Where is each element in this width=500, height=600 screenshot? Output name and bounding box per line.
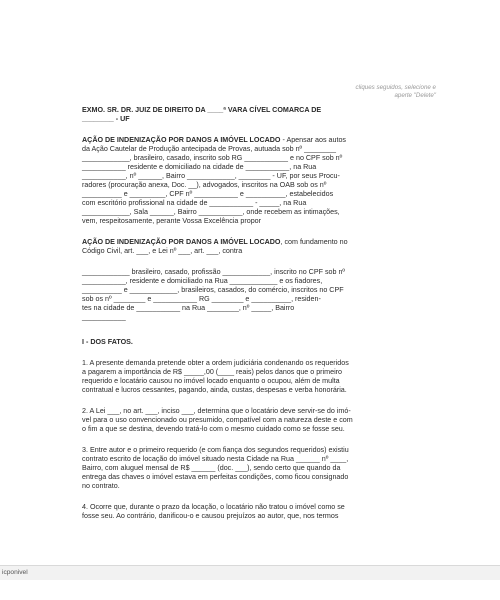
fact-2-line: o fim a que se destina, devendo tratá-lo com o mesmo cuidado como se fosse seu. [82, 425, 345, 433]
fact-1-line: 1. A presente demanda pretende obter a ordem judiciária condenando os requeridos [82, 359, 349, 367]
fact-3-line: contrato escrito de locação do imóvel situado nesta Cidade na Rua ______ nº ____, [82, 455, 349, 463]
action-title: AÇÃO DE INDENIZAÇÃO POR DANOS A IMÓVEL LOCADO [82, 238, 281, 246]
text-line: radores (procuração anexa, Doc. __), advogados, inscritos na OAB sob os nº [82, 181, 327, 189]
text-line: , com fundamento no [280, 238, 348, 246]
text-line: ___________ residente e domiciliado na cidade de ___________, na Rua [82, 163, 317, 171]
paragraph-petition-intro [82, 136, 406, 145]
fact-3-line: entrega das chaves o imóvel estava em perfeitas condições, como ficou consignado [82, 473, 349, 481]
bottom-status-bar [0, 565, 500, 581]
text-line: ____________ brasileiro, casado, profissão ____________, inscrito no CPF sob nº [82, 268, 346, 276]
tip-line: aperte "Delete" [394, 92, 436, 99]
section-title: I - DOS FATOS. [82, 338, 133, 346]
text-line: ____________, Sala ______, Bairro ___________, onde recebem as intimações, [82, 208, 340, 216]
fact-1-line: requerido e locatário causou no imóvel locado enquanto o ocupou, além de multa [82, 377, 340, 385]
court-header-line: EXMO. SR. DR. JUIZ DE DIREITO DA ____ª VARA CÍVEL COMARCA DE [82, 106, 322, 114]
fact-1-line: contratual e lucros cessantes, pagando, ainda, custas, despesas e verba honorária. [82, 386, 347, 394]
top-margin [0, 0, 500, 96]
text-line: __________ e ____________, brasileiros, casados, do comércio, inscritos no CPF [82, 286, 344, 294]
fact-3-line: Bairro, com aluguel mensal de R$ ______ (doc. ___), sendo certo que quando da [82, 464, 341, 472]
fact-4-line: 4. Ocorre que, durante o prazo da locação, o locatário não tratou o imóvel como se [82, 503, 345, 511]
fact-2-line: 2. A Lei ___, no art. ___, inciso ___, determina que o locatário deve servir-se do imó- [82, 407, 351, 415]
status-label: icponivel [2, 569, 28, 576]
bottom-margin [0, 580, 500, 600]
paragraph-action-basis [82, 238, 406, 247]
text-line: da Ação Cautelar de Produção antecipada de Provas, autuada sob nº ________ [82, 145, 336, 153]
text-line: ____________, brasileiro, casado, inscrito sob RG ___________ e no CPF sob nº [82, 154, 343, 162]
tip-line: cliques seguidos, selecione e [355, 84, 436, 91]
fact-1-line: a pagarem a importância de R$ _____,00 (____ reais) pelos danos que o primeiro [82, 368, 342, 376]
court-header-line: ________ - UF [82, 115, 130, 123]
text-line: ___________, nº ______, Bairro ____________, ________ - UF, por seus Procu- [82, 172, 340, 180]
text-line: Código Civil, art. ___, e Lei nº ___, art. ___, contra [82, 247, 243, 255]
document-page [82, 106, 406, 521]
fact-3-line: 3. Entre autor e o primeiro requerido (e com fiança dos segundos requeridos) existiu [82, 446, 349, 454]
text-line: ___________, residente e domiciliado na Rua ____________ e os fiadores, [82, 277, 323, 285]
text-line: - Apensar aos autos [280, 136, 346, 144]
fact-2-line: vel para o uso convencionado ou presumido, compatível com a natureza deste e com [82, 416, 353, 424]
text-line: sob os nº ________ e ___________ RG ________ e __________, residen- [82, 295, 321, 303]
text-line: __________ e _________, CPF nº ___________ e __________, estabelecidos [82, 190, 334, 198]
fact-3-line: no contrato. [82, 482, 120, 490]
text-line: ___________ [82, 313, 126, 321]
action-title: AÇÃO DE INDENIZAÇÃO POR DANOS A IMÓVEL LOCADO [82, 136, 281, 144]
text-line: tes na cidade de ___________ na Rua ________, nº _____, Bairro [82, 304, 295, 312]
text-line: vem, respeitosamente, perante Vossa Excelência propor [82, 217, 262, 225]
fact-4-line: fosse seu. Ao contrário, danificou-o e causou prejuízos ao autor, que, nos termos [82, 512, 339, 520]
text-line: com escritório profissional na cidade de ___________ - _____, na Rua [82, 199, 307, 207]
edit-tip-note [318, 84, 436, 100]
